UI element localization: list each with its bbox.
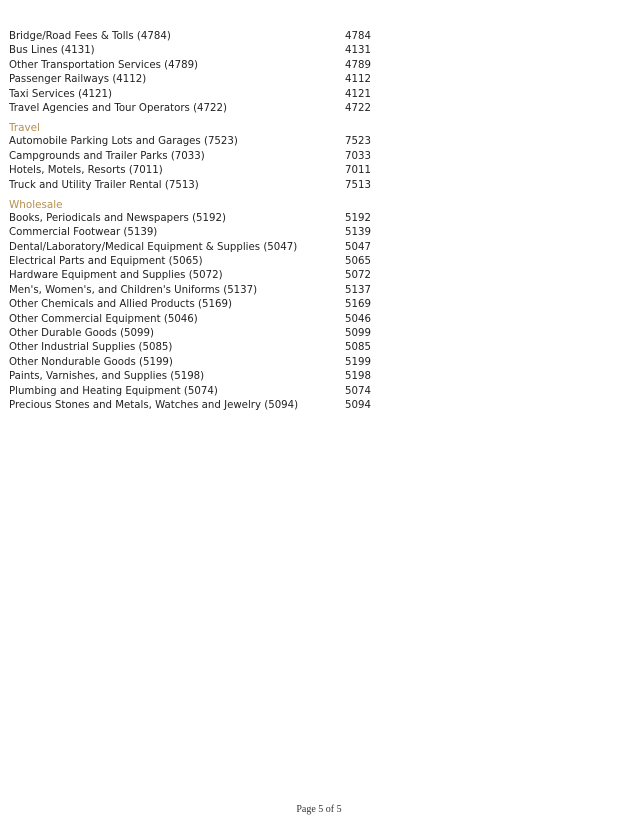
- category-code: 5169: [345, 299, 371, 311]
- list-item: [9, 164, 369, 178]
- category-code: 7523: [345, 136, 371, 148]
- category-code: 7033: [345, 150, 371, 162]
- category-code: 7011: [345, 165, 371, 177]
- category-name: Electrical Parts and Equipment (5065): [9, 256, 203, 268]
- category-name: Hotels, Motels, Resorts (7011): [9, 165, 163, 177]
- list-item: [9, 135, 369, 149]
- category-name: Bridge/Road Fees & Tolls (4784): [9, 31, 171, 42]
- list-item: [9, 44, 369, 58]
- category-name: Other Commercial Equipment (5046): [9, 313, 198, 325]
- category-name: Automobile Parking Lots and Garages (7523): [9, 136, 238, 148]
- category-code: 5094: [345, 399, 371, 411]
- section-header: Wholesale: [9, 198, 63, 211]
- category-name: Taxi Services (4121): [9, 88, 112, 100]
- category-code: 5065: [345, 256, 371, 268]
- list-item: [9, 212, 369, 226]
- category-name: Books, Periodicals and Newspapers (5192): [9, 212, 226, 224]
- category-section: [9, 121, 369, 193]
- category-name: Commercial Footwear (5139): [9, 227, 158, 239]
- list-item: [9, 327, 369, 341]
- list-item: [9, 385, 369, 399]
- category-section: [9, 198, 369, 413]
- category-code: 4784: [345, 31, 371, 42]
- list-item: [9, 73, 369, 87]
- category-code: 4112: [345, 74, 371, 86]
- list-item: [9, 241, 369, 255]
- list-item: [9, 298, 369, 312]
- category-code: 4722: [345, 102, 371, 114]
- category-code: 5085: [345, 342, 371, 354]
- merchant-category-list: [9, 30, 369, 413]
- category-name: Other Durable Goods (5099): [9, 328, 154, 340]
- category-code: 5139: [345, 227, 371, 239]
- category-name: Men's, Women's, and Children's Uniforms (5137): [9, 284, 258, 296]
- list-item: [9, 284, 369, 298]
- category-code: 4121: [345, 88, 371, 100]
- category-name: Dental/Laboratory/Medical Equipment & Supplies (5047): [9, 241, 298, 253]
- category-name: Other Industrial Supplies (5085): [9, 342, 173, 354]
- list-item: [9, 399, 369, 413]
- category-name: Travel Agencies and Tour Operators (4722): [9, 102, 227, 114]
- category-name: Hardware Equipment and Supplies (5072): [9, 270, 223, 282]
- list-item: [9, 59, 369, 73]
- category-name: Precious Stones and Metals, Watches and Jewelry (5094): [9, 399, 299, 411]
- category-name: Other Nondurable Goods (5199): [9, 356, 173, 368]
- category-name: Other Transportation Services (4789): [9, 59, 199, 71]
- list-item: [9, 226, 369, 240]
- category-name: Other Chemicals and Allied Products (5169): [9, 299, 232, 311]
- category-name: Campgrounds and Trailer Parks (7033): [9, 150, 205, 162]
- category-code: 5099: [345, 328, 371, 340]
- list-item: [9, 255, 369, 269]
- list-item: [9, 341, 369, 355]
- list-item: [9, 88, 369, 102]
- list-item: [9, 150, 369, 164]
- list-item: [9, 30, 369, 44]
- category-code: 7513: [345, 179, 371, 191]
- category-code: 5198: [345, 371, 371, 383]
- category-name: Passenger Railways (4112): [9, 74, 147, 86]
- category-code: 5192: [345, 212, 371, 224]
- category-code: 5047: [345, 241, 371, 253]
- category-code: 5199: [345, 356, 371, 368]
- category-code: 5074: [345, 385, 371, 397]
- section-header: Travel: [9, 122, 40, 135]
- list-item: [9, 370, 369, 384]
- category-code: 4789: [345, 59, 371, 71]
- list-item: [9, 356, 369, 370]
- category-name: Truck and Utility Trailer Rental (7513): [9, 179, 199, 191]
- category-code: 5137: [345, 284, 371, 296]
- category-code: 5072: [345, 270, 371, 282]
- category-name: Plumbing and Heating Equipment (5074): [9, 385, 218, 397]
- list-item: [9, 102, 369, 116]
- list-item: [9, 269, 369, 283]
- list-item: [9, 313, 369, 327]
- list-item: [9, 179, 369, 193]
- category-code: 5046: [345, 313, 371, 325]
- category-name: Paints, Varnishes, and Supplies (5198): [9, 371, 205, 383]
- category-section: [9, 30, 369, 116]
- page-footer: Page 5 of 5: [296, 804, 342, 815]
- category-code: 4131: [345, 45, 371, 57]
- category-name: Bus Lines (4131): [9, 45, 95, 57]
